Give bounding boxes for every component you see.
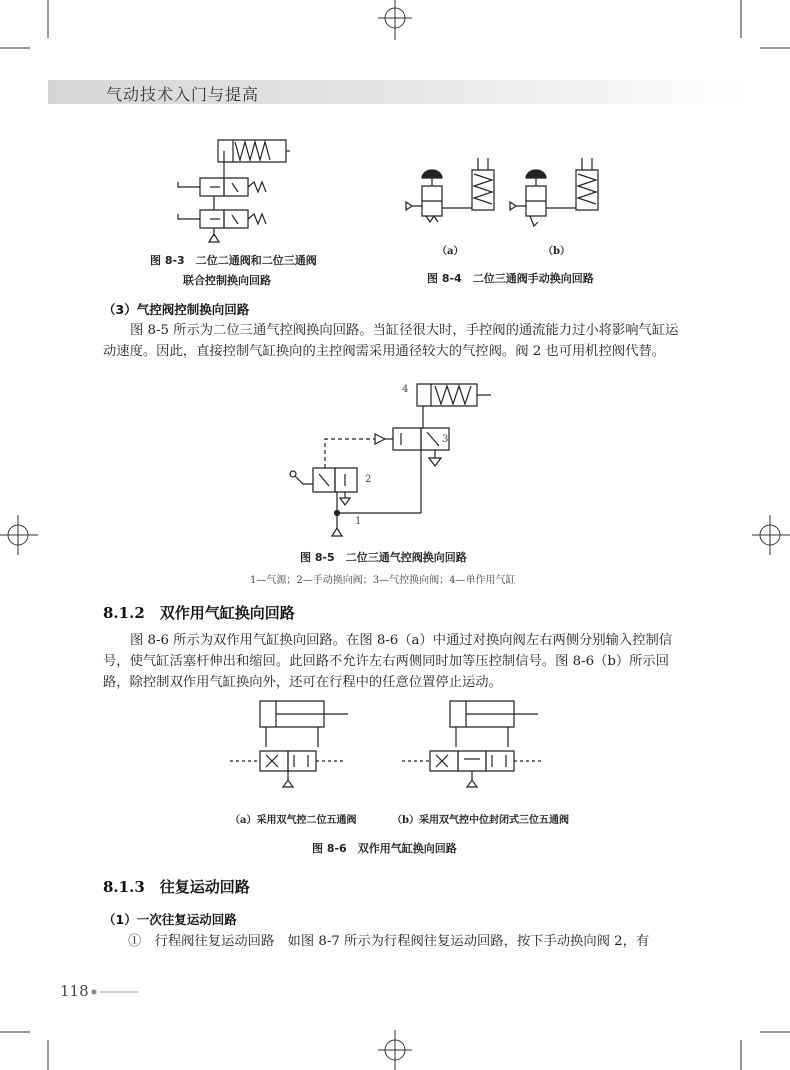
- section-8-1-3-heading: 8.1.3 往复运动回路: [103, 878, 250, 896]
- figure-8-5-label-4: 4: [402, 384, 409, 395]
- section-8-1-3-paragraph: ① 行程阀往复运动回路 如图 8-7 所示为行程阀往复运动回路，按下手动换向阀 2，有: [128, 934, 650, 949]
- section-8-1-2-heading: 8.1.2 双作用气缸换向回路: [103, 604, 295, 622]
- figure-8-4-sublabel-b: （b）: [543, 246, 570, 257]
- figure-8-5-label-2: 2: [365, 474, 372, 485]
- figure-8-3-diagram: [170, 130, 300, 250]
- section-8-1-3-subheading: （1）一次往复运动回路: [103, 912, 237, 927]
- figure-8-5-label-1: 1: [355, 516, 362, 527]
- figure-8-5-legend: 1—气源；2—手动换向阀；3—气控换向阀；4—单作用气缸: [250, 575, 516, 586]
- figure-8-5-label-3: 3: [442, 434, 449, 445]
- figure-8-5-caption: 图 8-5 二位三通气控阀换向回路: [300, 551, 467, 564]
- figure-8-5-diagram: [285, 378, 500, 543]
- figure-8-4-sublabel-a: （a）: [437, 246, 464, 257]
- page-number-rule: [90, 987, 140, 997]
- figure-8-3-caption-line2: 联合控制换向回路: [183, 274, 271, 287]
- running-header-title: 气动技术入门与提高: [106, 85, 260, 104]
- figure-8-6-diagram: [230, 695, 590, 805]
- figure-8-3-caption-line1: 图 8-3 二位二通阀和二位三通阀: [150, 254, 317, 267]
- figure-8-6-caption: 图 8-6 双作用气缸换向回路: [312, 842, 457, 855]
- figure-8-6-sublabel-a: （a）采用双气控二位五通阀: [230, 815, 357, 826]
- page-number: 118: [60, 982, 89, 1000]
- figure-8-6-sublabel-b: （b）采用双气控中位封闭式三位五通阀: [392, 815, 569, 826]
- subsection-3-paragraph: 图 8-5 所示为二位三通气控阀换向回路。当缸径很大时，手控阀的通流能力过小将影响气缸运动速度。因此，直接控制气缸换向的主控阀需采用通径较大的气控阀。阀 2 也可用机控阀代替。: [103, 323, 679, 359]
- subsection-3-heading: （3）气控阀控制换向回路: [103, 302, 250, 317]
- figure-8-4-diagram: [398, 150, 608, 240]
- section-8-1-2-paragraph: 图 8-6 所示为双作用气缸换向回路。在图 8-6（a）中通过对换向阀左右两侧分别输入控制信号，使气缸活塞杆伸出和缩回。此回路不允许左右两侧同时加等压控制信号。图 8-6（b）所示回路，除控制双作用气缸换向外，还可在行程中的任意位置停止运动。: [103, 633, 673, 690]
- figure-8-4-caption: 图 8-4 二位三通阀手动换向回路: [427, 272, 594, 285]
